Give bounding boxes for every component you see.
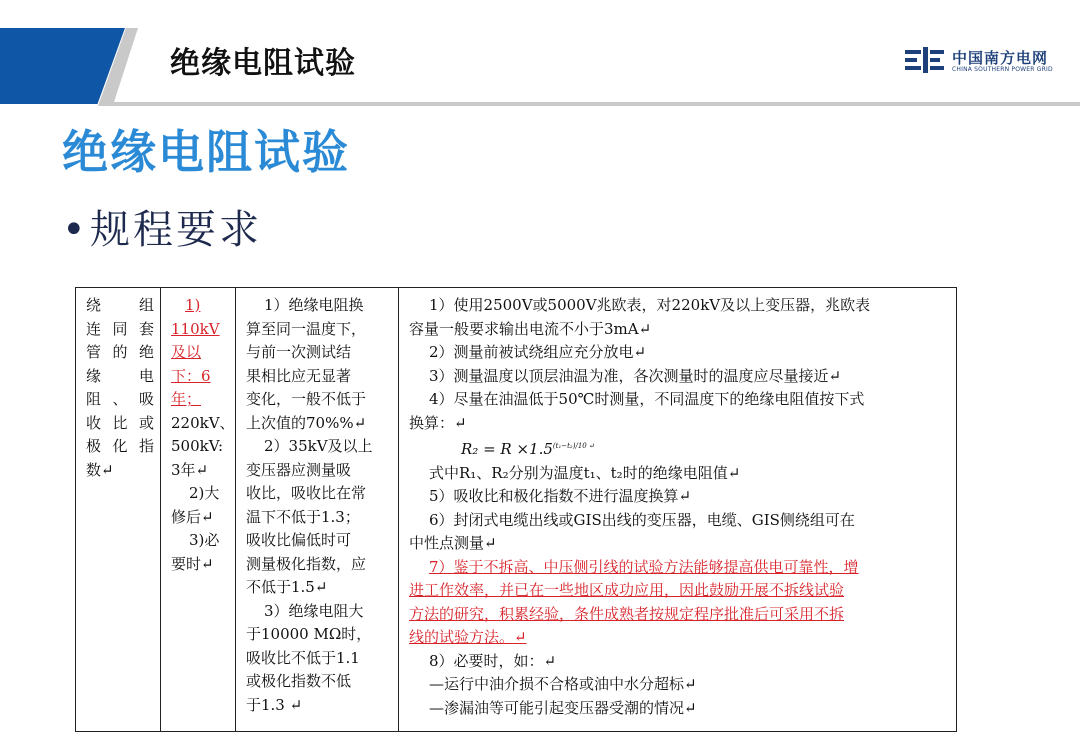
table-cell-item [76, 288, 161, 731]
cell-line: 于1.3 ↵ [246, 695, 303, 714]
cell-line: 算至同一温度下， [246, 319, 367, 338]
cell-line-highlight: 年； [171, 390, 202, 408]
cell-line: 2)大 [189, 484, 220, 502]
table-cell-period [161, 288, 236, 731]
cell-line: 绕组 [86, 296, 154, 314]
cell-line: 果相比应无显著 [246, 366, 352, 385]
header-title: 绝缘电阻试验 [170, 46, 356, 81]
cell-line: 于10000 MΩ时， [246, 625, 372, 643]
cell-line: 500kV: [171, 437, 224, 455]
note-line: 换算：↵ [409, 413, 467, 432]
cell-line: 要时↵ [171, 554, 214, 573]
cell-line: 修后↵ [171, 507, 214, 526]
note-line-highlight: 线的试验方法。↵ [409, 628, 527, 646]
cell-line: 缘 电 [86, 366, 154, 385]
cell-line: 1）绝缘电阻换 [264, 296, 364, 314]
cell-line: 温下不低于1.3； [246, 507, 360, 526]
note-line: 8）必要时，如：↵ [429, 651, 557, 670]
bullet-item [62, 198, 262, 255]
note-line: —渗漏油等可能引起变压器受潮的情况↵ [429, 698, 697, 717]
cell-line: 吸收比偏低时可 [246, 531, 352, 549]
note-line: —运行中油介损不合格或油中水分超标↵ [429, 675, 697, 693]
requirements-table [75, 287, 957, 732]
cell-line-highlight: 下：6 [171, 366, 211, 385]
cell-line: 220kV、 [171, 413, 235, 432]
formula-exponent: (t₁−t₂)/10 ↵ [552, 442, 595, 450]
cell-line: 管的绝 [86, 343, 154, 361]
cell-line: 2）35kV及以上 [264, 437, 373, 455]
power-grid-logo-icon [905, 47, 945, 73]
cell-line: 变压器应测量吸 [246, 460, 352, 479]
cell-line-highlight: 及以 [171, 343, 202, 361]
logo-text-en: CHINA SOUTHERN POWER GRID [952, 66, 1053, 73]
cell-line: 3)必 [189, 531, 220, 549]
note-line: 容量一般要求输出电流不小于3mA↵ [409, 319, 652, 338]
cell-line: 变化，一般不低于 [246, 390, 367, 408]
bullet-dot-icon: • [62, 207, 86, 253]
page-title: 绝缘电阻试验 [62, 125, 350, 179]
cell-line: 连同套 [86, 319, 154, 338]
cell-line: 测量极化指数，应 [246, 554, 367, 573]
note-line-highlight: 7）鉴于不拆高、中压侧引线的试验方法能够提高供电可靠性，增 [429, 557, 859, 576]
note-line: 3）测量温度以顶层油温为准，各次测量时的温度应尽量接近↵ [429, 366, 842, 385]
cell-line: 数↵ [86, 460, 114, 479]
cell-line: 3）绝缘电阻大 [264, 601, 364, 620]
note-line: 式中R₁、R₂分别为温度t₁、t₂时的绝缘电阻值↵ [429, 463, 741, 482]
cell-line: 3年↵ [171, 460, 209, 479]
company-logo [905, 45, 1070, 75]
note-line: 5）吸收比和极化指数不进行温度换算↵ [429, 487, 692, 505]
cell-line: 极化指 [86, 437, 154, 455]
cell-line: 或极化指数不低 [246, 672, 352, 690]
note-line: 6）封闭式电缆出线或GIS出线的变压器，电缆、GIS侧绕组可在 [429, 510, 855, 529]
note-line-highlight: 方法的研究，积累经验，条件成熟者按规定程序批准后可采用不拆 [409, 604, 845, 623]
cell-line: 收比或 [86, 413, 154, 432]
note-line: 2）测量前被试绕组应充分放电↵ [429, 343, 647, 361]
note-line-highlight: 进工作效率，并已在一些地区成功应用，因此鼓励开展不拆线试验 [409, 581, 845, 599]
note-line: 中性点测量↵ [409, 534, 497, 552]
logo-text-cn: 中国南方电网 [952, 49, 1049, 67]
cell-line: 收比，吸收比在常 [246, 484, 367, 502]
cell-line: 不低于1.5↵ [246, 578, 328, 596]
note-line: 4）尽量在油温低于50℃时测量，不同温度下的绝缘电阻值按下式 [429, 390, 865, 408]
cell-line-highlight: 1) [185, 296, 201, 314]
formula-main: R₂ = R ×1.5 [461, 440, 553, 458]
bullet-text: 规程要求 [90, 207, 262, 253]
table-cell-notes [399, 288, 958, 731]
note-line: 1）使用2500V或5000V兆欧表，对220kV及以上变压器，兆欧表 [429, 296, 871, 314]
cell-line: 吸收比不低于1.1 [246, 648, 360, 667]
cell-line: 阻、吸 [86, 390, 154, 408]
formula [409, 435, 958, 462]
cell-line: 与前一次测试结 [246, 343, 352, 361]
cell-line-highlight: 110kV [171, 319, 220, 338]
cell-line: 上次值的70%%↵ [246, 413, 367, 432]
table-cell-standard [236, 288, 399, 731]
